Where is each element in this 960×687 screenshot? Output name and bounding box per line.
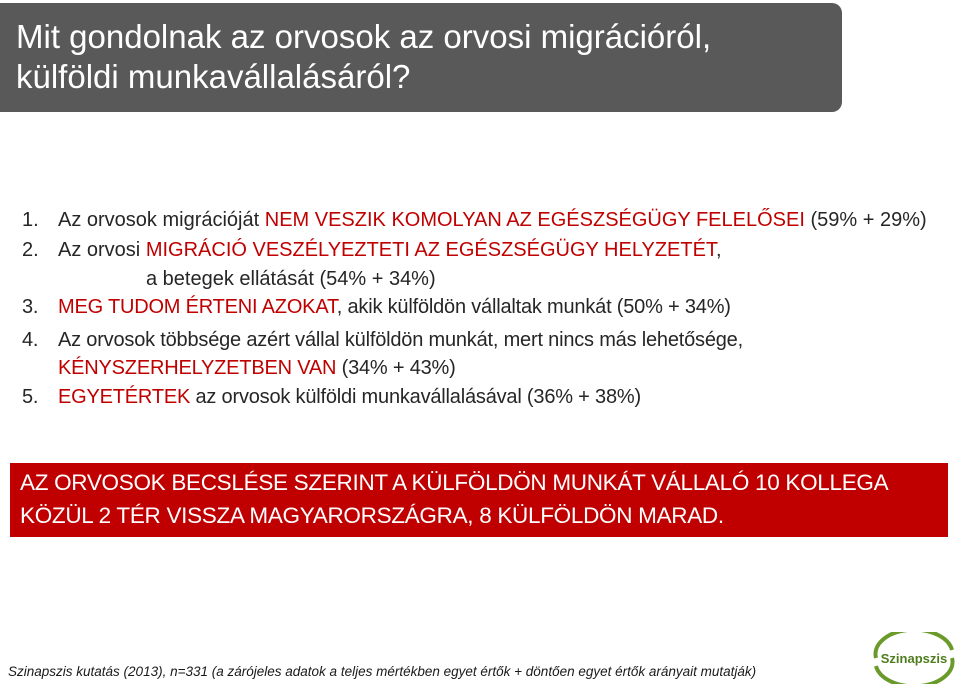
list-item-4-continuation bbox=[58, 355, 456, 381]
list-item-2 bbox=[22, 237, 722, 263]
list-item-text: , akik külföldön vállaltak munkát (50% + 34%) bbox=[336, 296, 731, 318]
list-item-text: az orvosok külföldi munkavállalásával (36% + 38%) bbox=[190, 386, 641, 408]
list-item-text: (59% + 29%) bbox=[804, 209, 927, 231]
list-item-text: (34% + 43%) bbox=[336, 357, 456, 379]
list-item-highlight: NEM VESZIK KOMOLYAN AZ EGÉSZSÉGÜGY FELELŐSEI bbox=[264, 209, 805, 231]
list-item-number: 5. bbox=[22, 386, 39, 408]
list-item-number: 2. bbox=[22, 239, 39, 261]
list-item-3 bbox=[22, 294, 731, 320]
list-item-highlight: MEG TUDOM ÉRTENI AZOKAT bbox=[58, 296, 337, 318]
page-title-line-1: Mit gondolnak az orvosok az orvosi migrációról, bbox=[16, 18, 712, 55]
szinapszis-logo bbox=[872, 632, 956, 684]
list-item-number: 1. bbox=[22, 209, 39, 231]
title-box bbox=[0, 3, 842, 112]
list-item-text: Az orvosi bbox=[58, 239, 146, 261]
summary-banner-line-2: KÖZÜL 2 TÉR VISSZA MAGYARORSZÁGRA, 8 KÜLFÖLDÖN MARAD. bbox=[20, 503, 724, 528]
logo-text: Szinapszis bbox=[880, 651, 948, 666]
summary-banner-line-1: AZ ORVOSOK BECSLÉSE SZERINT A KÜLFÖLDÖN MUNKÁT VÁLLALÓ 10 KOLLEGA bbox=[20, 470, 889, 495]
summary-banner bbox=[10, 463, 948, 537]
list-item-1 bbox=[22, 207, 927, 233]
list-item-highlight: MIGRÁCIÓ VESZÉLYEZTETI AZ EGÉSZSÉGÜGY HELYZETÉT bbox=[145, 239, 716, 261]
list-item-highlight: EGYETÉRTEK bbox=[58, 386, 191, 408]
list-item-text: Az orvosok többsége azért vállal külföldön munkát, mert nincs más lehetősége, bbox=[58, 329, 743, 351]
list-item-text: , bbox=[715, 239, 722, 261]
source-footnote: Szinapszis kutatás (2013), n=331 (a zárójeles adatok a teljes mértékben egyet értők + döntően egyet értők arányait mutatják) bbox=[8, 664, 757, 679]
list-item-highlight: KÉNYSZERHELYZETBEN VAN bbox=[58, 357, 337, 379]
page-title-line-2: külföldi munkavállalásáról? bbox=[16, 58, 411, 95]
list-item-5 bbox=[22, 384, 641, 410]
list-item-4 bbox=[22, 327, 743, 353]
list-item-text: Az orvosok migrációját bbox=[58, 209, 265, 231]
list-item-2-continuation: a betegek ellátását (54% + 34%) bbox=[146, 268, 436, 290]
list-item-number: 4. bbox=[22, 329, 39, 351]
list-item-number: 3. bbox=[22, 296, 39, 318]
